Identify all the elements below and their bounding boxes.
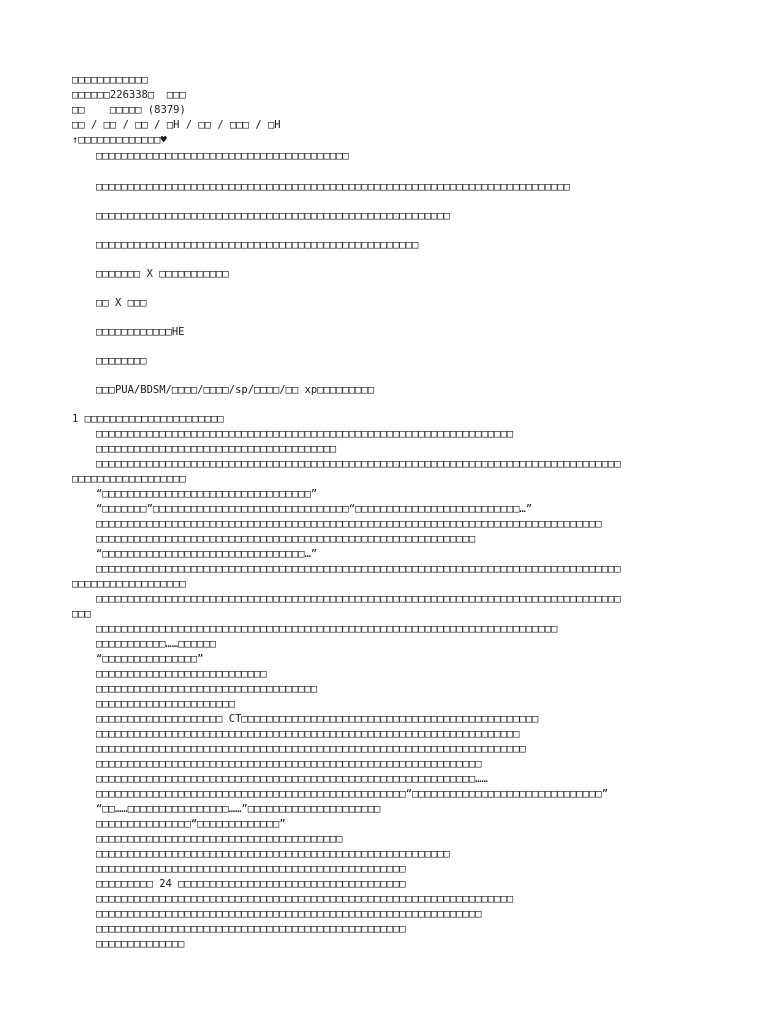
paragraph-line: “□□□□□□□”□□□□□□□□□□□□□□□□□□□□□□□□□□□□□□□“□□□□□□□□□□□□□□□□□□□□□□□□□□…” xyxy=(96,503,533,515)
paragraph-line: □□□□□□□□□□□□□□□□□□□□□□□□□□□□□□□□□□□□□□□□□□□□□□□□□□□□□□□□□□□□□□□□□□□□□□□□□□□□□□□□□□□ xyxy=(96,563,621,575)
paragraph-line: □□□□□□□□□□□□□□□□□□□□□□□□□□□□□□□□□□□□□□ xyxy=(96,443,337,455)
paragraph-line: □□□□□□□□□□□□□□□□□□□□□□□□□□□□□□□□□□□□□□□□□□□□□□□□□ xyxy=(96,863,406,875)
paragraph-line: □□□□□□□□□□□□□□□□□□□□□□□□□□□□□□□□□□□□□□□□□□□□□□□□□□□□□□□□ xyxy=(96,848,451,860)
tag-line: □□□□□□□□□□□□□□□□□□□□□□□□□□□□□□□□□□□□□□□□□□□□□□□□□□□□□□□□□□□□□□□□□□□□□□□□□□□ xyxy=(96,181,571,193)
paragraph-line: □□□□□□□□□□□□□□□□□□□□□□□□□□□□□□□□□□□□□□□□□□□□□□□□□□□□□□□□□□□□□□□□□□□□□□□□□ xyxy=(96,623,558,635)
paragraph-line: □□□ xyxy=(72,608,91,620)
paragraph-line: □□□□□□□□□□□□□□□□□□□□ CT□□□□□□□□□□□□□□□□□□□□□□□□□□□□□□□□□□□□□□□□□□□□□□□ xyxy=(96,713,539,725)
tag-line: □□□□□□□□ xyxy=(96,355,147,367)
heart-line: ↑□□□□□□□□□□□□□♥ xyxy=(72,134,167,146)
chapter-title: 1 □□□□□□□□□□□□□□□□□□□□□□ xyxy=(72,413,224,425)
tagline: □□□□□□□□□□□□□□□□□□□□□□□□□□□□□□□□□□□□□□□□ xyxy=(96,150,349,162)
tag-line: □□□□□□□□□□□□HE xyxy=(96,326,185,338)
paragraph-line: “□□□□□□□□□□□□□□□□□□□□□□□□□□□□□□□□□” xyxy=(96,488,318,500)
paragraph-line: □□□□□□□□□□□□□□□□□□□□□□□□□□□□□□□□□□□□□□□□□□□□□□□□□ xyxy=(96,923,406,935)
paragraph-line: □□□□□□□□□□□□□□□□□□□□□□□□□□□□□□□□□□□□□□□□□□□□□□□□□□□□□□□□□□□□□□□□□□□□□□□□□□□□□□□□□□□ xyxy=(96,593,621,605)
paragraph-line: □□□□□□□□□□□□□□□□□□□□□□ xyxy=(96,698,236,710)
tag-line: □□ X □□□ xyxy=(96,297,147,309)
paragraph-line: □□□□□□□□□□□□□□□□□□□□□□□□□□□□□□□□□□□□□□□ xyxy=(96,833,343,845)
paragraph-line: □□□□□□□□□□□□□□ xyxy=(96,938,185,950)
paragraph-line: □□□□□□□□□□□□□□□□□□□□□□□□□□□□□□□□□□□□□□□□□□□□□□□□□□□□□□□□□□□□□□□□□□□□ xyxy=(96,743,526,755)
stats-line: □□ □□□□□ (8379) xyxy=(72,104,186,116)
paragraph-line: □□□□□□□□□□□□□□□□□□□□□□□□□□□□□□□□□□□□□□□□□□□□□□□□□□□□□□□□□□□□…… xyxy=(96,773,488,785)
paragraph-line: “□□……□□□□□□□□□□□□□□□□……”□□□□□□□□□□□□□□□□□□□□□ xyxy=(96,803,381,815)
tag-line: □□□□□□□□□□□□□□□□□□□□□□□□□□□□□□□□□□□□□□□□□□□□□□□□□□□□□□□□ xyxy=(96,210,451,222)
page-title: □□□□□□□□□□□□ xyxy=(72,74,148,86)
author-line: □□□□□□226338□ □□□ xyxy=(72,89,186,101)
tag-line: □□□□□□□□□□□□□□□□□□□□□□□□□□□□□□□□□□□□□□□□□□□□□□□□□□□ xyxy=(96,239,419,251)
paragraph-line: □□□□□□□□□□□□□□□□□□□□□□□□□□□□□□□□□□□□□□□□□□□□□□□□□□□□□□□□□□□□□ xyxy=(96,908,482,920)
paragraph-line: □□□□□□□□□□□……□□□□□□ xyxy=(96,638,217,650)
breadcrumb[interactable]: □□ / □□ / □□ / □H / □□ / □□□ / □H xyxy=(72,119,281,131)
paragraph-line: □□□□□□□□□□□□□□□“□□□□□□□□□□□□□” xyxy=(96,818,286,830)
paragraph-line: □□□□□□□□□□□□□□□□□□ xyxy=(72,578,186,590)
paragraph-line: □□□□□□□□□□□□□□□□□□□□□□□□□□□□□□□□□□□□□□□□□□□□□□□□□□□□□□□□□□□□□□□□□□ xyxy=(96,893,514,905)
paragraph-line: □□□□□□□□□□□□□□□□□□□□□□□□□□□□□□□□□□□□□□□□□□□□□□□□□□□□□□□□□□□□ xyxy=(96,533,476,545)
paragraph-line: “□□□□□□□□□□□□□□□” xyxy=(96,653,204,665)
paragraph-line: □□□□□□□□□ 24 □□□□□□□□□□□□□□□□□□□□□□□□□□□□□□□□□□□□ xyxy=(96,878,406,890)
paragraph-line: □□□□□□□□□□□□□□□□□□ xyxy=(72,473,186,485)
paragraph-line: □□□□□□□□□□□□□□□□□□□□□□□□□□□□□□□□□□□□□□□□□□□□□□□□□□□□□□□□□□□□□□□□□□□□□□□□□□□□□□□□ xyxy=(96,518,602,530)
paragraph-line: □□□□□□□□□□□□□□□□□□□□□□□□□□□□□□□□□□□□□□□□□□□□□□□□□□□□□□□□□□□□□ xyxy=(96,758,482,770)
tag-line: □□□□□□□ X □□□□□□□□□□□ xyxy=(96,268,229,280)
paragraph-line: □□□□□□□□□□□□□□□□□□□□□□□□□□□□□□□□□□□□□□□□□□□□□□□□□□□□□□□□□□□□□□□□□□□ xyxy=(96,728,520,740)
paragraph-line: “□□□□□□□□□□□□□□□□□□□□□□□□□□□□□□□□…” xyxy=(96,548,318,560)
paragraph-line: □□□□□□□□□□□□□□□□□□□□□□□□□□□□□□□□□□□□□□□□□□□□□□□□□□□□□□□□□□□□□□□□□□ xyxy=(96,428,514,440)
paragraph-line: □□□□□□□□□□□□□□□□□□□□□□□□□□□□□□□□□□□□□□□□□□□□□□□□□“□□□□□□□□□□□□□□□□□□□□□□□□□□□□□□” xyxy=(96,788,609,800)
document-page xyxy=(72,73,712,952)
paragraph-line: □□□□□□□□□□□□□□□□□□□□□□□□□□□□□□□□□□□ xyxy=(96,683,318,695)
paragraph-line: □□□□□□□□□□□□□□□□□□□□□□□□□□□□□□□□□□□□□□□□□□□□□□□□□□□□□□□□□□□□□□□□□□□□□□□□□□□□□□□□□□□ xyxy=(96,458,621,470)
chapter-body xyxy=(72,427,712,952)
paragraph-line: □□□□□□□□□□□□□□□□□□□□□□□□□□□ xyxy=(96,668,267,680)
tag-line: □□□PUA/BDSM/□□□□/□□□□/sp/□□□□/□□ xp□□□□□□□□□ xyxy=(96,384,375,396)
